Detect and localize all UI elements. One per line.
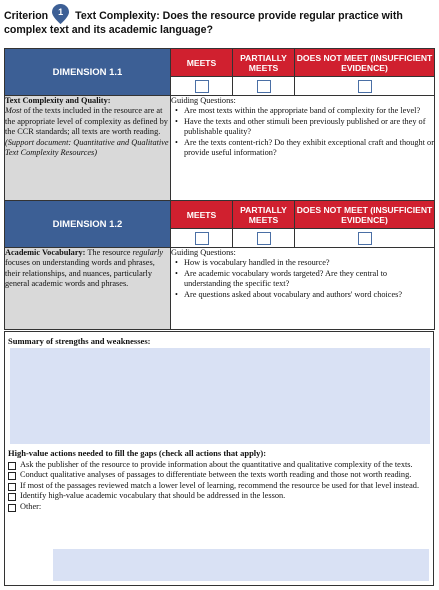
criterion-lead: Criterion bbox=[4, 10, 49, 22]
action-checkbox-other[interactable] bbox=[8, 504, 16, 512]
actions-label: High-value actions needed to fill the gaps (check all actions that apply): bbox=[8, 448, 267, 458]
rating-meets-label: MEETS bbox=[171, 201, 233, 229]
summary-label: Summary of strengths and weaknesses: bbox=[8, 336, 151, 346]
dimension-1-meets-checkbox[interactable] bbox=[195, 80, 209, 93]
action-item bbox=[8, 481, 430, 491]
dimension-2-table bbox=[4, 200, 435, 330]
dimension-1-desc-italic-1: Most bbox=[5, 106, 22, 116]
dimension-1-partially-cell bbox=[233, 77, 295, 96]
action-item-other bbox=[8, 502, 430, 512]
dimension-2-desc-2: focuses on understanding words and phrases, their relationships, and nuances, particularly general academic words and phrases. bbox=[5, 258, 155, 289]
dimension-2-questions-heading: Guiding Questions: bbox=[171, 248, 236, 257]
dimension-1-label: DIMENSION 1.1 bbox=[5, 49, 171, 96]
criterion-number: 1 bbox=[58, 7, 64, 17]
criterion-header bbox=[4, 4, 436, 37]
dimension-1-partially-checkbox[interactable] bbox=[257, 80, 271, 93]
dimension-1-meets-cell bbox=[171, 77, 233, 96]
criterion-badge-icon bbox=[52, 4, 69, 24]
dimension-2-not-meet-cell bbox=[295, 229, 435, 248]
dimension-2-questions bbox=[171, 248, 435, 330]
dimension-1-desc-1: of the texts included in the resource are at the appropriate level of complexity as defined by the CCR standards; all texts are worth reading. bbox=[5, 106, 168, 137]
dimension-1-description bbox=[5, 96, 171, 202]
dimension-1-question: • Are the texts content-rich? Do they exhibit exceptional craft and thought or provide useful information? bbox=[184, 138, 434, 159]
rating-partially-label: PARTIALLY MEETS bbox=[233, 49, 295, 77]
dimension-1-heading: Text Complexity and Quality: bbox=[5, 96, 111, 105]
action-text: If most of the passages reviewed match a lower level of learning, recommend the resource be used for that level instead. bbox=[20, 480, 420, 490]
dimension-2-label: DIMENSION 1.2 bbox=[5, 201, 171, 248]
dimension-2-not-meet-checkbox[interactable] bbox=[358, 232, 372, 245]
action-text: Identify high-value academic vocabulary that should be addressed in the lesson. bbox=[20, 491, 286, 501]
action-item bbox=[8, 460, 430, 470]
dimension-2-question: • How is vocabulary handled in the resource? bbox=[184, 258, 434, 268]
dimension-2-question: • Are questions asked about vocabulary and authors' word choices? bbox=[184, 290, 434, 300]
rating-partially-label: PARTIALLY MEETS bbox=[233, 201, 295, 229]
dimension-2-question: • Are academic vocabulary words targeted? Are they central to understanding the specific text? bbox=[184, 269, 434, 290]
rating-not-meet-label: DOES NOT MEET (INSUFFICIENT EVIDENCE) bbox=[295, 201, 435, 229]
dimension-2-meets-cell bbox=[171, 229, 233, 248]
dimension-1-desc-italic-2: (Support document: Quantitative and Qualitative Text Complexity Resources) bbox=[5, 137, 169, 158]
summary-input[interactable] bbox=[10, 348, 430, 444]
criterion-title: Text Complexity: Does the resource provide regular practice with complex text and its academic language? bbox=[4, 10, 403, 36]
dimension-1-table bbox=[4, 48, 435, 202]
dimension-2-partially-checkbox[interactable] bbox=[257, 232, 271, 245]
action-item bbox=[8, 491, 430, 501]
dimension-2-meets-checkbox[interactable] bbox=[195, 232, 209, 245]
dimension-2-description bbox=[5, 248, 171, 330]
dimension-1-not-meet-cell bbox=[295, 77, 435, 96]
dimension-1-question: • Have the texts and other stimuli been previously published or are they of publishable quality? bbox=[184, 117, 434, 138]
actions-list bbox=[8, 460, 430, 512]
rating-meets-label: MEETS bbox=[171, 49, 233, 77]
dimension-1-questions bbox=[171, 96, 435, 202]
dimension-2-desc-italic-1: regularly bbox=[132, 248, 164, 257]
dimension-2-partially-cell bbox=[233, 229, 295, 248]
action-text: Conduct qualitative analyses of passages to differentiate between the texts worth reading and those not worth reading. bbox=[20, 470, 412, 480]
action-checkbox[interactable] bbox=[8, 483, 16, 491]
action-text: Ask the publisher of the resource to provide information about the quantitative and qualitative complexity of the texts. bbox=[20, 460, 413, 469]
dimension-2-desc-1: The resource bbox=[85, 248, 133, 257]
action-checkbox[interactable] bbox=[8, 462, 16, 470]
rating-not-meet-label: DOES NOT MEET (INSUFFICIENT EVIDENCE) bbox=[295, 49, 435, 77]
action-checkbox[interactable] bbox=[8, 472, 16, 480]
dimension-1-not-meet-checkbox[interactable] bbox=[358, 80, 372, 93]
dimension-1-questions-heading: Guiding Questions: bbox=[171, 96, 236, 105]
action-checkbox[interactable] bbox=[8, 493, 16, 501]
dimension-2-heading: Academic Vocabulary: bbox=[5, 248, 86, 257]
action-other-label: Other: bbox=[20, 501, 42, 511]
other-input[interactable] bbox=[53, 549, 429, 581]
action-item bbox=[8, 470, 430, 480]
dimension-1-question: • Are most texts within the appropriate band of complexity for the level? bbox=[184, 106, 434, 116]
